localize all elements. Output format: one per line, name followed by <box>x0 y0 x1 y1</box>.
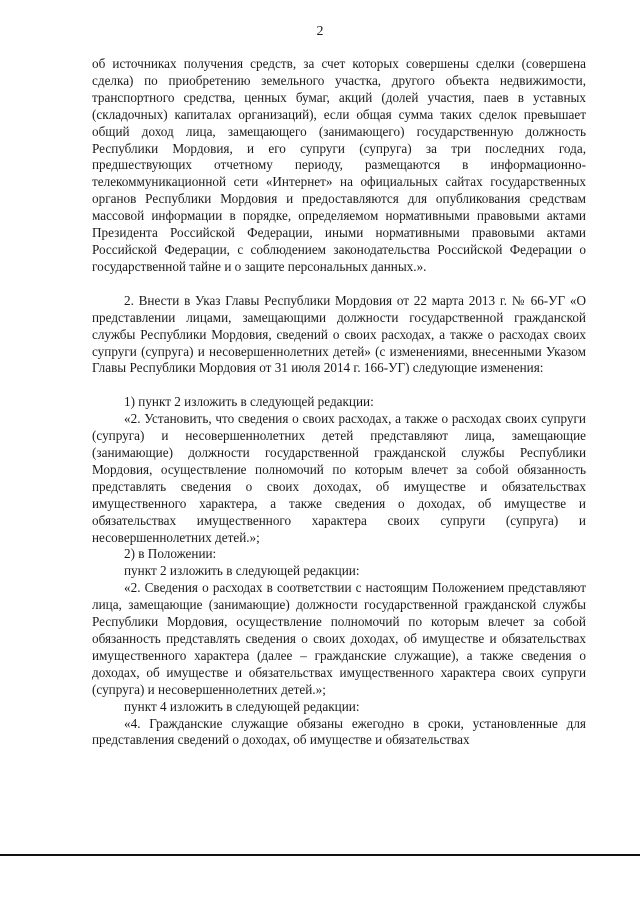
bottom-rule <box>0 854 640 856</box>
subitem-1: 1) пункт 2 изложить в следующей редакции: <box>124 394 374 410</box>
paragraph-item-2: 2. Внести в Указ Главы Республики Мордовия от 22 марта 2013 г. № 66-УГ «О представлении лицами, замещающими должности государственной гражданской службы Республики Мордовия, сведений о своих расходах, а также о расходах своих супруги (супруга) и несовершеннолетних детей» (с изменениями, внесенными Указом Главы Республики Мордовия от 31 июля 2014 г. 166-УГ) следующие изменения: <box>92 292 586 376</box>
subitem-2: 2) в Положении: <box>124 546 217 562</box>
paragraph-continuation: об источниках получения средств, за счет которых совершены сделки (совершена сделка) по приобретению земельного участка, другого объекта недвижимости, транспортного средства, ценных бумаг, акций (долей участия, паев в уставных (складочных) капиталах организаций), если общая сумма таких сделок превышает общий доход лица, замещающего (занимающего) государственную должность Республики Мордовия, и его супруги (супруга) за три последних года, предшествующих отчетному периоду, размещаются в информационно-телекоммуникационной сети «Интернет» на официальных сайтах государственных органов Республики Мордовия и предоставляются для опубликования средствам массовой информации в порядке, определяемом нормативными правовыми актами Президента Российской Федерации, иными нормативными правовыми актами Российской Федерации, с соблюдением законодательства Российской Федерации о государственной тайне и о защите персональных данных.». <box>92 56 586 274</box>
point-4-intro: пункт 4 изложить в следующей редакции: <box>124 698 360 714</box>
point-2-intro: пункт 2 изложить в следующей редакции: <box>124 563 360 579</box>
document-body <box>92 56 586 749</box>
page-number: 2 <box>316 24 324 39</box>
quote-regulation-point-4: «4. Гражданские служащие обязаны ежегодно в сроки, установленные для представления сведений о доходах, об имуществе и обязательствах <box>92 715 586 748</box>
quote-regulation-point-2: «2. Сведения о расходах в соответствии с настоящим Положением представляют лица, замещающие (занимающие) должности государственной гражданской службы Республики Мордовия, осуществление полномочий по которым влечет за собой обязанность представлять сведения о своих доходах, об имуществе и обязательствах имущественного характера (далее – гражданские служащие), а также сведения о доходах, об имуществе и обязательствах имущественного характера своих супруги (супруга) и несовершеннолетних детей.»; <box>92 580 586 697</box>
quote-point-2: «2. Установить, что сведения о своих расходах, а также о расходах своих супруги (супруга) и несовершеннолетних детей представляют лица, замещающие (занимающие) должности государственной гражданской службы Республики Мордовия, осуществление полномочий по которым влечет за собой обязанность представлять сведения о своих доходах, об имуществе и обязательствах имущественного характера, а также сведения о доходах, об имуществе и обязательствах имущественного характера своих супруги (супруга) и несовершеннолетних детей.»; <box>92 411 586 545</box>
